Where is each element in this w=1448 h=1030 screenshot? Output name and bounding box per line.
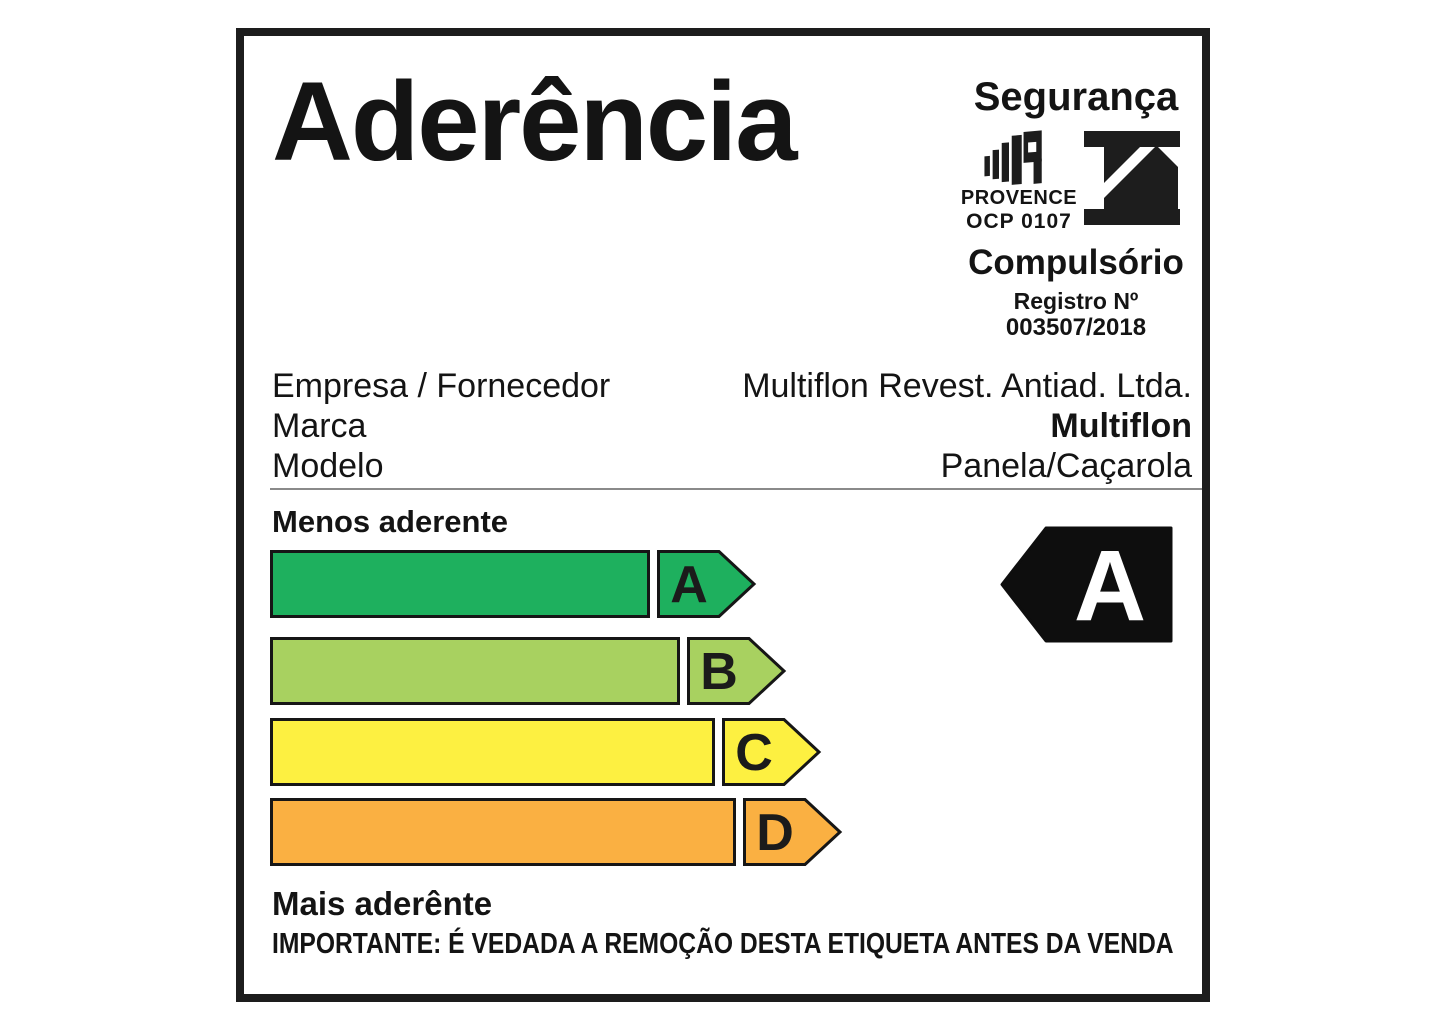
assigned-rating-arrow [1000,526,1178,644]
field-value-marca: Multiflon [1050,407,1192,445]
rating-bar [270,637,680,705]
svg-text:D: D [756,804,794,862]
rating-row-c [270,718,1180,786]
svg-text:A: A [1073,530,1147,642]
rating-arrow-a [657,550,757,618]
svg-text:B: B [700,643,738,701]
certifier-logo-block [960,126,1078,234]
certification-heading: Segurança [973,75,1179,119]
registry-number: 003507/2018 [1005,314,1147,341]
field-label-empresa: Empresa / Fornecedor [272,367,611,405]
certifier-name: PROVENCE [960,187,1078,209]
field-value-modelo: Panela/Caçarola [940,447,1192,485]
svg-text:C: C [735,724,773,782]
inmetro-n-mark-icon [1082,128,1182,228]
adherence-label [236,28,1210,1002]
divider-line [270,488,1202,490]
certification-type: Compulsório [968,243,1184,282]
certification-block [950,74,1202,341]
rating-bar [270,718,715,786]
product-info [272,366,1192,486]
field-label-marca: Marca [272,407,367,445]
registry-label: Registro Nº [1013,288,1139,314]
scale-bottom-label: Mais aderênte [272,885,493,922]
field-value-empresa: Multiflon Revest. Antiad. Ltda. [742,367,1192,405]
certifier-code: OCP 0107 [966,210,1072,233]
scale-top-label: Menos aderente [272,504,509,539]
rating-row-d [270,798,1180,866]
rating-bar [270,550,650,618]
rating-arrow-c [722,718,822,786]
rating-bar [270,798,736,866]
field-label-modelo: Modelo [272,447,384,485]
rating-arrow-b [687,637,787,705]
product-info-row [272,406,1192,446]
product-info-row [272,366,1192,406]
product-info-row [272,446,1192,486]
provence-bars-icon [977,126,1061,186]
rating-arrow-d [743,798,843,866]
removal-notice: IMPORTANTE: É VEDADA A REMOÇÃO DESTA ETIQUETA ANTES DA VENDA [272,928,1174,960]
certification-logos [950,126,1202,234]
rating-row-b [270,637,1180,705]
label-title: Aderência [272,59,796,184]
svg-text:A: A [670,556,708,614]
